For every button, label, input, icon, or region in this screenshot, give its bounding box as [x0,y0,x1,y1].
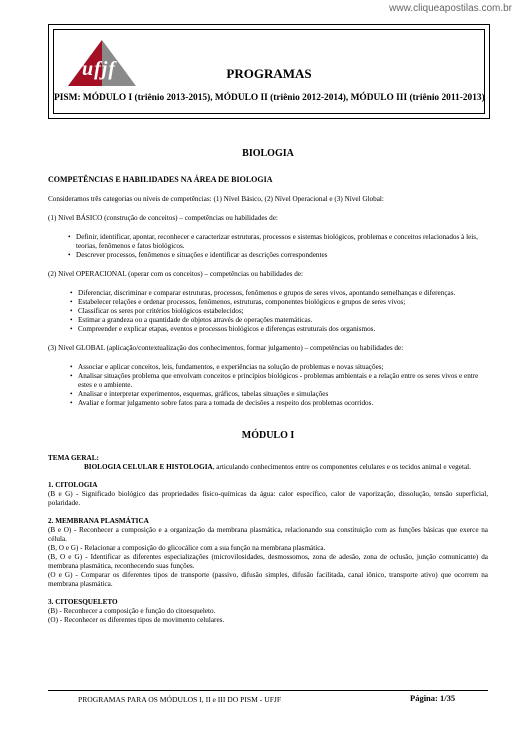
list-item: • Analisar e interpretar experimentos, esquemas, gráficos, tabelas situações e simulações [72,390,488,399]
list-item: • Avaliar e formar julgamento sobre fatos para a tomada de decisões a respeito dos problemas ocorridos. [72,399,488,408]
header-title: PROGRAMAS [226,66,312,81]
list-item: • Estimar a grandeza ou a quantidade de objetos através de operações matemáticas. [72,316,488,325]
competencias-intro: Consideramos três categorias ou níveis de competências: (1) Nível Básico, (2) Nível Operacional e (3) Nível Global: [48,194,384,203]
topic-line: (B) - Reconhecer a composição e função do citoesqueleto. [48,607,216,615]
tema-text [48,463,488,472]
list-item: • Analisar situações problema que envolvam conceitos e princípios biológicos - problemas ambientais e a relação entre os seres vivos e entre estes e o ambiente. [72,372,488,390]
topic-line: (O e G) - Comparar os diferentes tipos de transporte (passivo, difusão simples, difusão facilitada, canal iônico, transporte ativo) que ocorrem na membrana plasmática. [48,571,488,588]
tema-label: TEMA GERAL: [48,454,99,462]
module-title: MÓDULO I [241,429,295,441]
list-item: • Estabelecer relações e ordenar processos, fenômenos, estruturas, componentes biológicos e grupos de seres vivos; [72,298,488,307]
level-list [48,363,488,408]
tema-bold: BIOLOGIA CELULAR E HISTOLOGIA [84,463,213,471]
level-list [48,289,488,334]
section-title: BIOLOGIA [242,148,294,159]
topic-title: 2. MEMBRANA PLASMÁTICA [48,517,149,525]
topic-title: 1. CITOLOGIA [48,481,98,489]
topic-line: (B, O e G) - Relacionar a composição do glicocálice com a sua função na membrana plasmática. [48,544,326,552]
topic-title: 3. CITOESQUELETO [48,598,118,606]
list-item: • Definir, identificar, apontar, reconhecer e caracterizar estruturas, processos e sistemas biológicos, problemas e conceitos relacionados à leis, teorias, fenômenos e fatos biológicos. [70,233,488,251]
footer-left-text: PROGRAMAS PARA OS MÓDULOS I, II e III DO PISM - UFJF [78,695,282,704]
header-inner-border [53,29,485,114]
topic-line: (B e O) - Reconhecer a composição e a organização da membrana plasmática, relacionando sua constituição com as funções básicas que exerce na célula. [48,526,488,543]
site-watermark: www.cliqueapostilas.com.br [389,3,512,14]
list-item: • Compreender e explicar etapas, eventos e processos biológicos e diferenças estruturais dos organismos. [72,325,488,334]
level-list [48,233,488,260]
level-title: (3) Nível GLOBAL (aplicação/contextualização dos conhecimentos, formar julgamento) – competências ou habilidades de: [48,343,404,352]
level-title: (1) Nível BÁSICO (construção de conceitos) – competências ou habilidades de: [48,213,278,222]
list-item: • Classificar os seres por critérios biológicos estabelecidos; [72,307,488,316]
level-title: (2) Nível OPERACIONAL (operar com os conceitos) – competências ou habilidades de: [48,269,304,278]
footer-divider [48,690,488,691]
header-subtitle: PISM: MÓDULO I (triênio 2013-2015), MÓDULO II (triênio 2012-2014), MÓDULO III (triênio 2011-2013) [54,93,485,103]
topic-line: (B, O e G) - Identificar as diferentes especializações (microvilosidades, desmossomos, zona de adesão, zona de oclusão, junção comunicante) da membrana plasmática, reconhecendo suas funções. [48,553,488,570]
document-body [48,148,488,625]
header-box [48,24,490,119]
list-item: • Associar e aplicar conceitos, leis, fundamentos, e experiências na solução de problemas e novas situações; [72,363,488,372]
list-item: • Diferenciar, discriminar e comparar estruturas, processos, fenômenos e grupos de seres vivos, apontando semelhanças e diferenças. [72,289,488,298]
list-item: • Descrever processos, fenômenos e situações e identificar as descrições correspondentes [70,251,488,260]
competencias-heading: COMPETÊNCIAS E HABILIDADES NA ÁREA DE BIOLOGIA [48,174,273,184]
topic-line: (B e G) - Significado biológico das propriedades físico-químicas da água: calor específico, calor de vaporização, dissolução, tensão superficial, polaridade. [48,490,488,507]
logo-text: ufjf [82,58,116,80]
page-number: Página: 1/35 [410,693,456,703]
topic-line: (O) - Reconhecer os diferentes tipos de movimento celulares. [48,616,225,624]
tema-rest: , articulando conhecimentos entre os componentes celulares e os tecidos animal e vegetal. [212,463,471,471]
